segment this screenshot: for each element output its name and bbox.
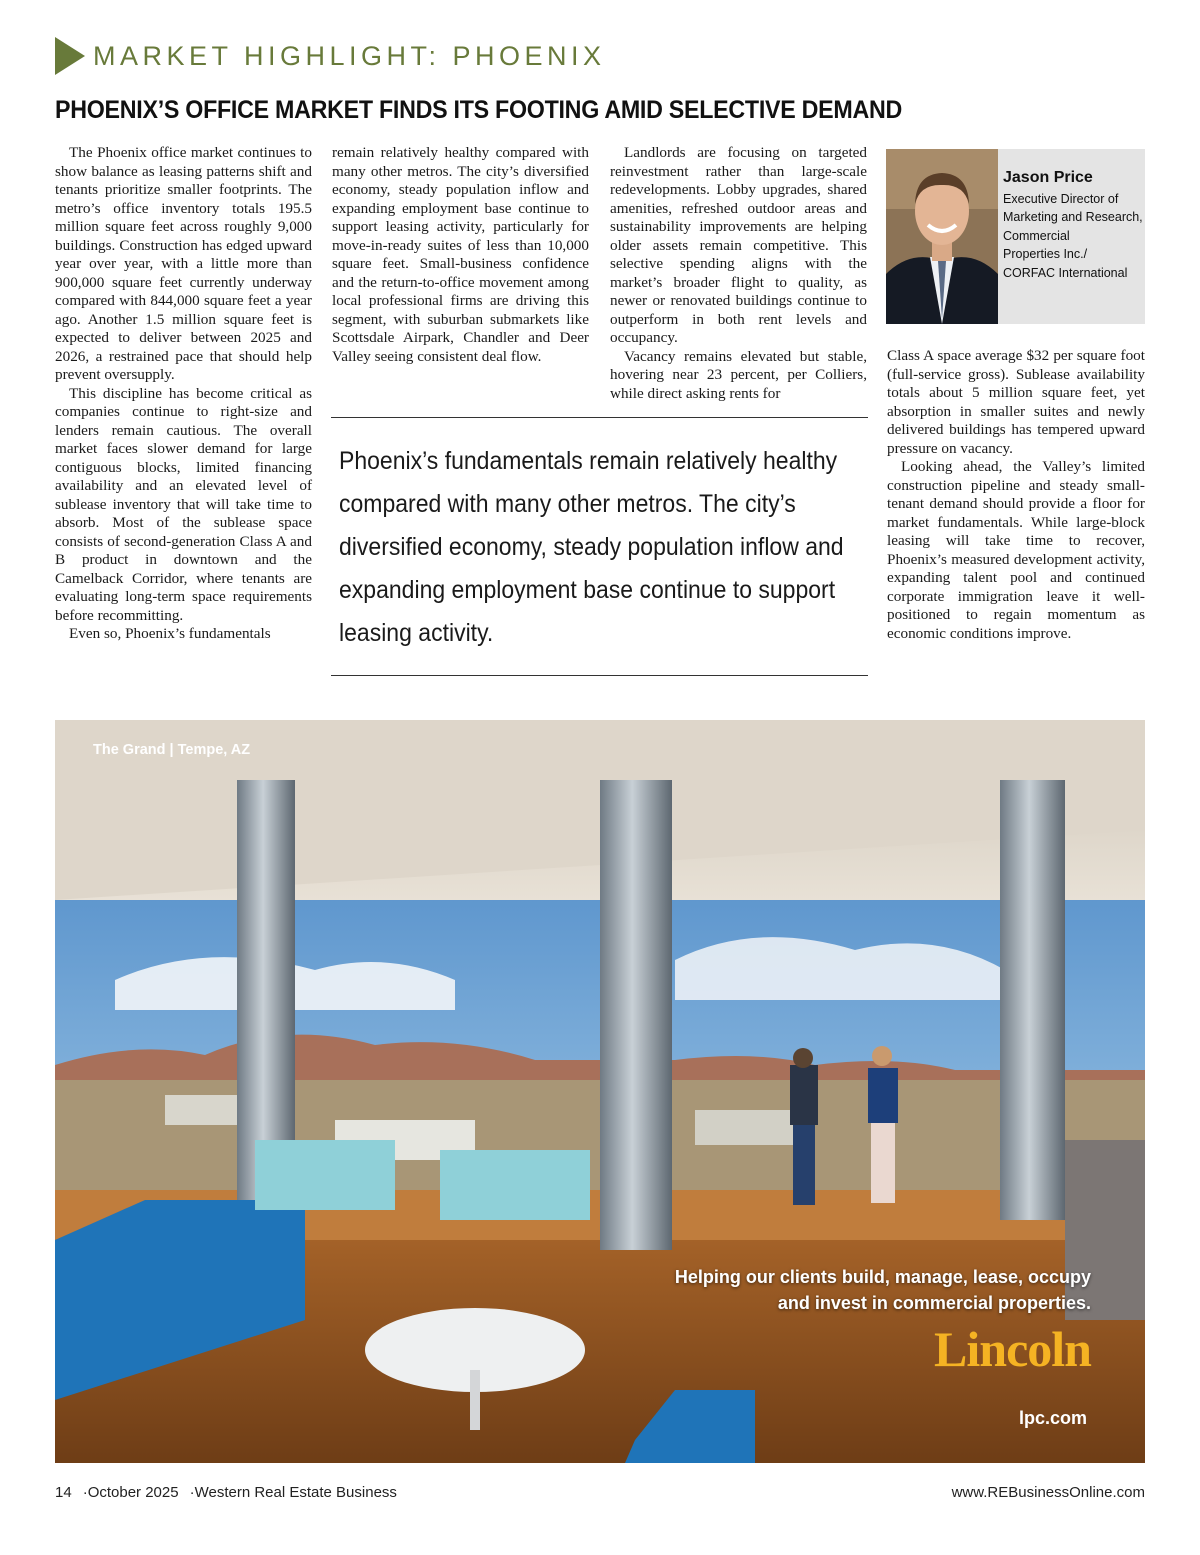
page-number: 14 [55,1484,72,1501]
author-title-line: Properties Inc./ [1003,247,1088,261]
author-title-line: Commercial [1003,228,1070,243]
author-name: Jason Price [1003,169,1093,186]
ad-website-link[interactable]: lpc.com [1018,1408,1087,1428]
section-header [55,36,606,76]
article-column-4 [887,347,1145,643]
section-label: MARKET HIGHLIGHT: PHOENIX [93,40,606,71]
paragraph: Looking ahead, the Valley’s limited construction pipeline and steady small-tenant demand should provide a floor for market fundamentals. While large-block leasing will take time to recover, Phoenix’s measured development activity, expanding talent pool and continued corporate immigration leave it well-positioned to regain momentum as economic conditions improve. [887,458,1145,642]
paragraph: Even so, Phoenix’s fundamentals [69,625,271,642]
author-title-line: Marketing and Research, [1003,210,1143,224]
footer-website[interactable]: www.REBusinessOnline.com [951,1484,1145,1501]
footer-left [55,1484,397,1501]
paragraph: Class A space average $32 per square foot (full-service gross). Sublease availability totals about 5 million square feet, yet absorption in smaller suites and newly delivered buildings has tempered upward pressure on vacancy. [887,347,1145,457]
footer-separator: · [189,1484,195,1501]
ad-photo-caption: The Grand | Tempe, AZ [93,742,251,758]
author-headshot [886,149,998,324]
article-column-3 [610,144,867,403]
advertisement[interactable] [55,720,1145,1463]
issue-date: October 2025 [87,1484,179,1501]
paragraph: Vacancy remains elevated but stable, hovering near 23 percent, per Colliers, while direct asking rents for [610,347,867,402]
article-headline: PHOENIX’S OFFICE MARKET FINDS ITS FOOTING AMID SELECTIVE DEMAND [55,96,903,124]
paragraph: This discipline has become critical as companies continue to right-size and lenders remain cautious. The overall market faces slower demand for large contiguous blocks, limited financing availability and an elevated level of sublease inventory that will take time to absorb. Most of the sublease space consists of second-generation Class A and B product in downtown and the Camelback Corridor, where tenants are evaluating long-term space requirements before recommitting. [55,384,312,624]
author-title-line: CORFAC International [1003,265,1128,280]
pull-quote-bottom-rule [331,675,868,676]
page-footer [55,1484,1145,1501]
author-title-line: Executive Director of [1003,191,1119,206]
author-info [1003,169,1148,282]
article-column-2 [332,144,589,366]
ad-tagline: Helping our clients build, manage, lease, occupy and invest in commercial properties. [674,1267,1091,1313]
pull-quote-top-rule [331,417,868,418]
paragraph: remain relatively healthy compared with many other metros. The city’s diversified economy, steady population inflow and expanding employment base continue to support leasing activity, particularly for move-in-ready suites of less than 10,000 square feet. Small-business confidence and the return-to-office movement among local professional firms are driving this segment, with suburban submarkets like Scottsdale Airpark, Chandler and Deer Valley seeing consistent deal flow. [332,144,589,365]
triangle-marker-icon [55,37,85,75]
lincoln-logo: Lincoln [934,1321,1091,1377]
paragraph: Landlords are focusing on targeted reinvestment rather than large-scale redevelopments. Lobby upgrades, shared amenities, refreshed outdoor areas and sustainability improvements are helping older assets remain competitive. This selective spending aligns with the market’s broader flight to quality, as newer or renovated buildings continue to outperform in both rent levels and occupancy. [610,144,867,346]
paragraph: The Phoenix office market continues to show balance as leasing patterns shift and tenants prioritize smaller footprints. The metro’s office inventory totals 195.5 million square feet across roughly 9,000 buildings. Construction has edged upward year over year, with a little more than 900,000 square feet currently underway compared with 844,000 square feet a year ago. Another 1.5 million square feet is expected to deliver between 2025 and 2026, a restrained pace that should help prevent oversupply. [55,144,312,383]
footer-separator: · [82,1484,88,1501]
author-bio-box [886,149,1145,324]
pull-quote: Phoenix’s fundamentals remain relatively healthy compared with many other metros. The city’s diversified economy, steady population inflow and expanding employment base continue to support leasing activity. [339,447,844,647]
publication-name: Western Real Estate Business [194,1484,397,1501]
article-column-1 [55,144,312,644]
